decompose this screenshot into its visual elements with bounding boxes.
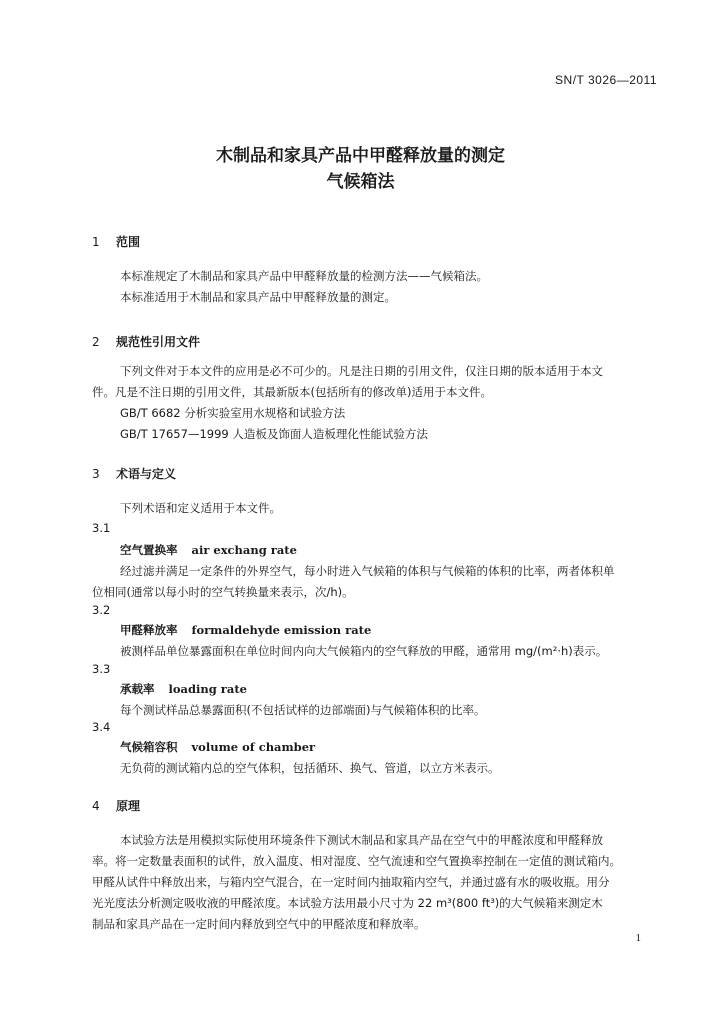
paragraph: 本标准规定了木制品和家具产品中甲醛释放量的检测方法——气候箱法。 (120, 269, 488, 283)
paragraph: 下列术语和定义适用于本文件。 (120, 501, 281, 515)
section-number: 1 (92, 235, 100, 249)
paragraph-line: 本试验方法是用模拟实际使用环境条件下测试木制品和家具产品在空气中的甲醛浓度和甲醛释放 (120, 833, 603, 847)
section-title: 范围 (116, 235, 141, 249)
term-heading (120, 622, 371, 638)
section-heading-principle (92, 797, 140, 814)
term-english: volume of chamber (191, 740, 316, 754)
document-code: SN/T 3026—2011 (555, 73, 657, 87)
section-title: 规范性引用文件 (116, 335, 201, 349)
section-title: 术语与定义 (116, 467, 177, 481)
definition: 位相同(通常以每小时的空气转换量来表示，次/h)。 (92, 585, 354, 599)
definition: 被测样品单位暴露面积在单位时间内向大气候箱内的空气释放的甲醛，通常用 mg/(m²·h)表示。 (120, 644, 608, 658)
term-chinese: 气候箱容积 (120, 740, 178, 754)
section-number: 2 (92, 335, 100, 349)
paragraph-line: 率。将一定数量表面积的试件，放入温度、相对湿度、空气流速和空气置换率控制在一定值的测试箱内。 (92, 854, 621, 868)
definition: 每个测试样品总暴露面积(不包括试样的边部端面)与气候箱体积的比率。 (120, 703, 486, 717)
term-heading (120, 542, 297, 558)
section-title: 原理 (116, 799, 141, 813)
term-chinese: 承载率 (120, 682, 155, 696)
term-english: formaldehyde emission rate (191, 623, 372, 637)
term-english: loading rate (168, 682, 247, 696)
section-heading-terms (92, 465, 176, 482)
clause-number: 3.2 (92, 603, 111, 617)
clause-number: 3.4 (92, 720, 111, 734)
section-number: 4 (92, 799, 100, 813)
reference-item: GB/T 17657—1999 人造板及饰面人造板理化性能试验方法 (120, 427, 428, 441)
definition: 经过滤并满足一定条件的外界空气，每小时进入气候箱的体积与气候箱的体积的比率，两者体积单 (120, 564, 615, 578)
paragraph-line: 甲醛从试件中释放出来，与箱内空气混合，在一定时间内抽取箱内空气，并通过盛有水的吸收瓶。用分 (92, 875, 610, 889)
term-heading (120, 739, 315, 755)
paragraph: 本标准适用于木制品和家具产品中甲醛释放量的测定。 (120, 290, 396, 304)
term-chinese: 空气置换率 (120, 543, 178, 557)
paragraph-line: 制品和家具产品在一定时间内释放到空气中的甲醛浓度和释放率。 (92, 917, 426, 931)
page-number: 1 (635, 932, 641, 944)
section-heading-references (92, 333, 200, 350)
paragraph: 件。凡是不注日期的引用文件，其最新版本(包括所有的修改单)适用于本文件。 (92, 385, 492, 399)
document-title: 木制品和家具产品中甲醛释放量的测定 (216, 146, 505, 166)
paragraph: 下列文件对于本文件的应用是必不可少的。凡是注日期的引用文件，仅注日期的版本适用于本文 (120, 364, 603, 378)
section-number: 3 (92, 467, 100, 481)
reference-item: GB/T 6682 分析实验室用水规格和试验方法 (120, 406, 346, 420)
document-subtitle: 气候箱法 (326, 172, 395, 192)
clause-number: 3.1 (92, 521, 111, 535)
paragraph-line: 光光度法分析测定吸收液的甲醛浓度。本试验方法用最小尺寸为 22 m³(800 ft³)的大气候箱来测定木 (92, 896, 603, 910)
section-heading-scope (92, 233, 140, 250)
term-english: air exchang rate (191, 543, 297, 557)
definition: 无负荷的测试箱内总的空气体积，包括循环、换气、管道，以立方米表示。 (120, 761, 500, 775)
term-chinese: 甲醛释放率 (120, 623, 178, 637)
term-heading (120, 681, 247, 697)
clause-number: 3.3 (92, 662, 111, 676)
